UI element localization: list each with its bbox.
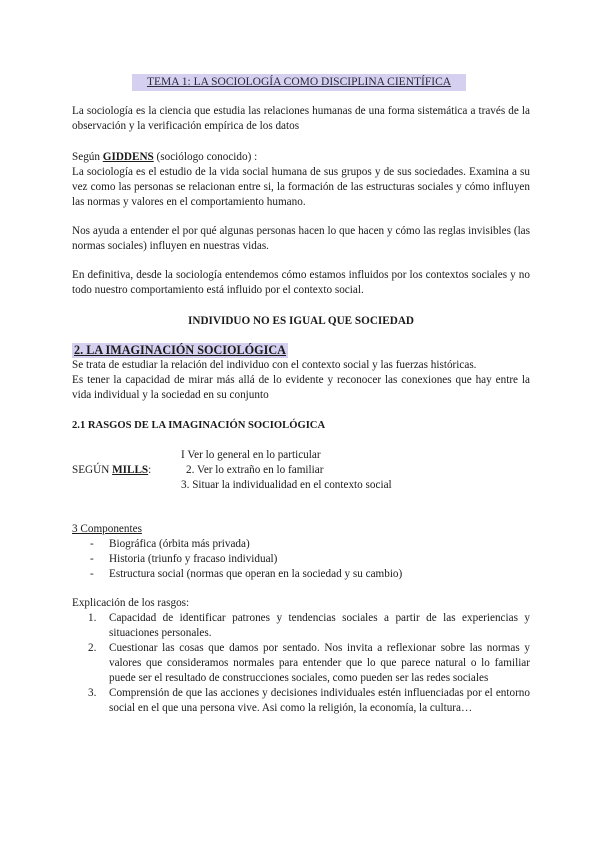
componente-item [90, 537, 250, 552]
explicacion-num-2: 2. [88, 642, 97, 654]
rasgo-1: I Ver lo general en lo particular [181, 449, 321, 461]
individuo-heading: INDIVIDUO NO ES IGUAL QUE SOCIEDAD [188, 315, 414, 327]
giddens-name: GIDDENS [102, 151, 154, 163]
explicacion-num-1: 1. [88, 612, 97, 624]
section-2-p1: Se trata de estudiar la relación del individuo con el contexto social y las fuerzas históricas. [72, 359, 477, 371]
paragraph-ayuda: Nos ayuda a entender el por qué algunas personas hacen lo que hacen y cómo las reglas invisibles (las normas sociales) influyen en nuestras vidas. [72, 225, 530, 252]
paragraph-definitiva: En definitiva, desde la sociología entendemos cómo estamos influidos por los contextos sociales y no todo nuestro comportamiento está influido por el contexto social. [72, 269, 530, 296]
componente-text: Historia (triunfo y fracaso individual) [109, 553, 278, 565]
componentes-heading: 3 Componentes [72, 523, 142, 535]
giddens-suffix: (sociólogo conocido) : [153, 151, 258, 163]
giddens-line [72, 150, 257, 165]
explicacion-text-2: Cuestionar las cosas que damos por sentado. Nos invita a reflexionar sobre las normas y valores que consideramos normales para entender que lo que parece natural o lo familiar puede ser el resultado de construcciones sociales, como pueden ser las redes sociales [109, 642, 530, 684]
section-21-heading: 2.1 RASGOS DE LA IMAGINACIÓN SOCIOLÓGICA [72, 420, 326, 431]
document-title: TEMA 1: LA SOCIOLOGÍA COMO DISCIPLINA CIENTÍFICA [132, 74, 466, 91]
intro-paragraph: La sociología es la ciencia que estudia las relaciones humanas de una forma sistemática a través de la observación y la verificación empírica de los datos [72, 105, 530, 132]
giddens-prefix: Según [72, 151, 103, 163]
section-2-heading: 2. LA IMAGINACIÓN SOCIOLÓGICA [74, 343, 286, 357]
dash-marker: - [90, 568, 94, 580]
giddens-definition: La sociología es el estudio de la vida social humana de sus grupos y de sus sociedades. Examina a su vez como las personas se relacionan entre si, la formación de las estructuras sociales y cómo influyen las normas y valores en el comportamiento humano. [72, 166, 530, 208]
explicacion-text-1: Capacidad de identificar patrones y tendencias sociales a partir de las experiencias y situaciones personales. [109, 612, 530, 639]
rasgo-3: 3. Situar la individualidad en el contexto social [181, 479, 392, 491]
componente-item [90, 552, 278, 567]
mills-label [72, 463, 151, 478]
explicacion-heading: Explicación de los rasgos: [72, 597, 190, 609]
rasgo-2: 2. Ver lo extraño en lo familiar [186, 464, 324, 476]
explicacion-num-3: 3. [88, 687, 97, 699]
componente-item [90, 567, 403, 582]
dash-marker: - [90, 538, 94, 550]
mills-name: MILLS [112, 464, 149, 476]
componente-text: Biográfica (órbita más privada) [109, 538, 250, 550]
mills-prefix: SEGÚN [72, 464, 113, 476]
mills-suffix: : [148, 464, 152, 476]
explicacion-text-3: Comprensión de que las acciones y decisiones individuales estén influenciadas por el entorno social en el que una persona vive. Asi como la religión, la economía, la cultura… [109, 687, 530, 714]
dash-marker: - [90, 553, 94, 565]
section-2-p2: Es tener la capacidad de mirar más allá de lo evidente y reconocer las conexiones que hay entre la vida individual y la sociedad en su conjunto [72, 374, 530, 401]
componente-text: Estructura social (normas que operan en la sociedad y su cambio) [109, 568, 403, 580]
